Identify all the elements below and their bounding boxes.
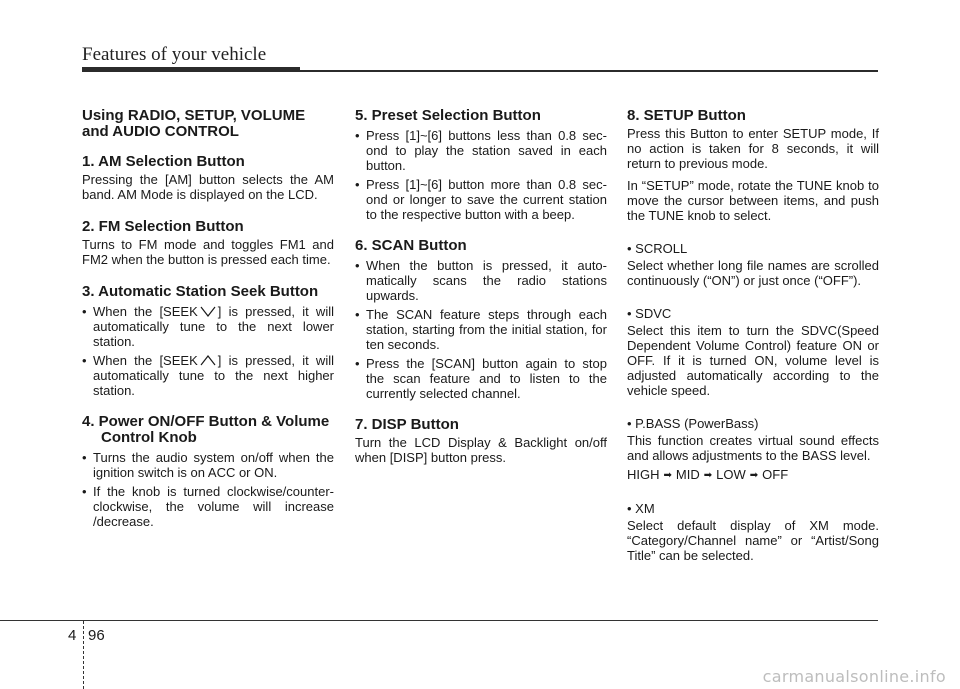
pbass-level-low: LOW [716,467,746,482]
footer-divider [83,621,85,689]
page-number: 96 [88,627,105,644]
pbass-level-high: HIGH [627,467,660,482]
column-right [627,108,879,570]
arrow-right-icon: ➡ [663,470,672,481]
seek-list [82,304,334,398]
seek-down-text-pre: When the [SEEK [93,304,198,319]
setup-text-1: Press this Button to enter SETUP mode, If no action is taken for 8 seconds, it will return to previous mode. [627,126,879,171]
arrow-right-icon: ➡ [703,470,713,481]
xm-text: Select default display of XM mode. “Category/Channel name” or “Artist/Song Title” can be selected. [627,518,879,563]
seek-down-text-post: ] is pressed, it will automatically tune to the next lower station. [93,304,334,349]
scan-item-2: • The SCAN feature steps through each station, starting from the initial station, for ten seconds. [355,307,607,352]
chapter-number: 4 [68,627,77,644]
column-left [82,108,334,545]
seek-up-item [82,353,334,398]
pbass-level-off: OFF [762,467,789,482]
watermark: carmanualsonline.info [762,667,946,686]
power-volume-list [82,450,334,529]
setup-heading: 8. SETUP Button [627,107,746,124]
header-rule-thin [300,70,878,72]
scan-item-1: • When the button is pressed, it auto-matically scans the radio stations upwards. [355,258,607,303]
intro-heading: Using RADIO, SETUP, VOLUME and AUDIO CONTROL [82,107,306,140]
pbass-label: • P.BASS (PowerBass) [627,416,759,431]
power-volume-heading: 4. Power ON/OFF Button & Volume Control Knob [82,413,330,446]
seek-heading: 3. Automatic Station Seek Button [82,283,319,300]
sdvc-label: • SDVC [627,306,672,321]
sdvc-text: Select this item to turn the SDVC(Speed Dependent Volume Control) feature ON or OFF. If it is turned ON, volume level is adjusted automatically according to the vehicle speed. [627,323,879,398]
volume-item: • If the knob is turned clockwise/counter-clockwise, the volume will increase /decrease. [82,484,334,529]
am-selection-heading: 1. AM Selection Button [82,153,245,170]
footer-rule [0,620,878,621]
seek-down-item [82,304,334,349]
setup-text-2: In “SETUP” mode, rotate the TUNE knob to move the cursor between items, and push the TUNE knob to select. [627,178,879,223]
fm-selection-text: Turns to FM mode and toggles FM1 and FM2 when the button is pressed each time. [82,237,334,267]
scan-list [355,258,607,401]
header-rule-thick [82,67,300,72]
scroll-text: Select whether long file names are scrolled continuously (“ON”) or just once (“OFF”). [627,258,879,288]
scan-heading: 6. SCAN Button [355,237,467,254]
seek-down-icon [199,306,217,317]
disp-text: Turn the LCD Display & Backlight on/off when [DISP] button press. [355,435,607,465]
preset-list [355,128,607,222]
seek-up-icon [199,355,217,366]
page-header-title: Features of your vehicle [82,44,267,65]
seek-up-text-pre: When the [SEEK [93,353,198,368]
power-item: • Turns the audio system on/off when the ignition switch is on ACC or ON. [82,450,334,480]
preset-item-play: • Press [1]~[6] buttons less than 0.8 sec-ond to play the station saved in each button. [355,128,607,173]
fm-selection-heading: 2. FM Selection Button [82,218,244,235]
pbass-level-mid: MID [675,467,700,482]
pbass-levels [627,467,879,483]
column-middle [355,108,607,472]
preset-heading: 5. Preset Selection Button [355,107,541,124]
preset-item-save: • Press [1]~[6] button more than 0.8 sec-ond or longer to save the current station to the respective button with a beep. [355,177,607,222]
scroll-label: • SCROLL [627,241,688,256]
pbass-text: This function creates virtual sound effects and allows adjustments to the BASS level. [627,433,879,463]
am-selection-text: Pressing the [AM] button selects the AM band. AM Mode is displayed on the LCD. [82,172,334,202]
disp-heading: 7. DISP Button [355,416,459,433]
seek-up-text-post: ] is pressed, it will automatically tune to the next higher station. [93,353,334,398]
scan-item-3: • Press the [SCAN] button again to stop the scan feature and to listen to the currently selected channel. [355,356,607,401]
arrow-right-icon: ➡ [749,470,759,481]
xm-label: • XM [627,501,655,516]
